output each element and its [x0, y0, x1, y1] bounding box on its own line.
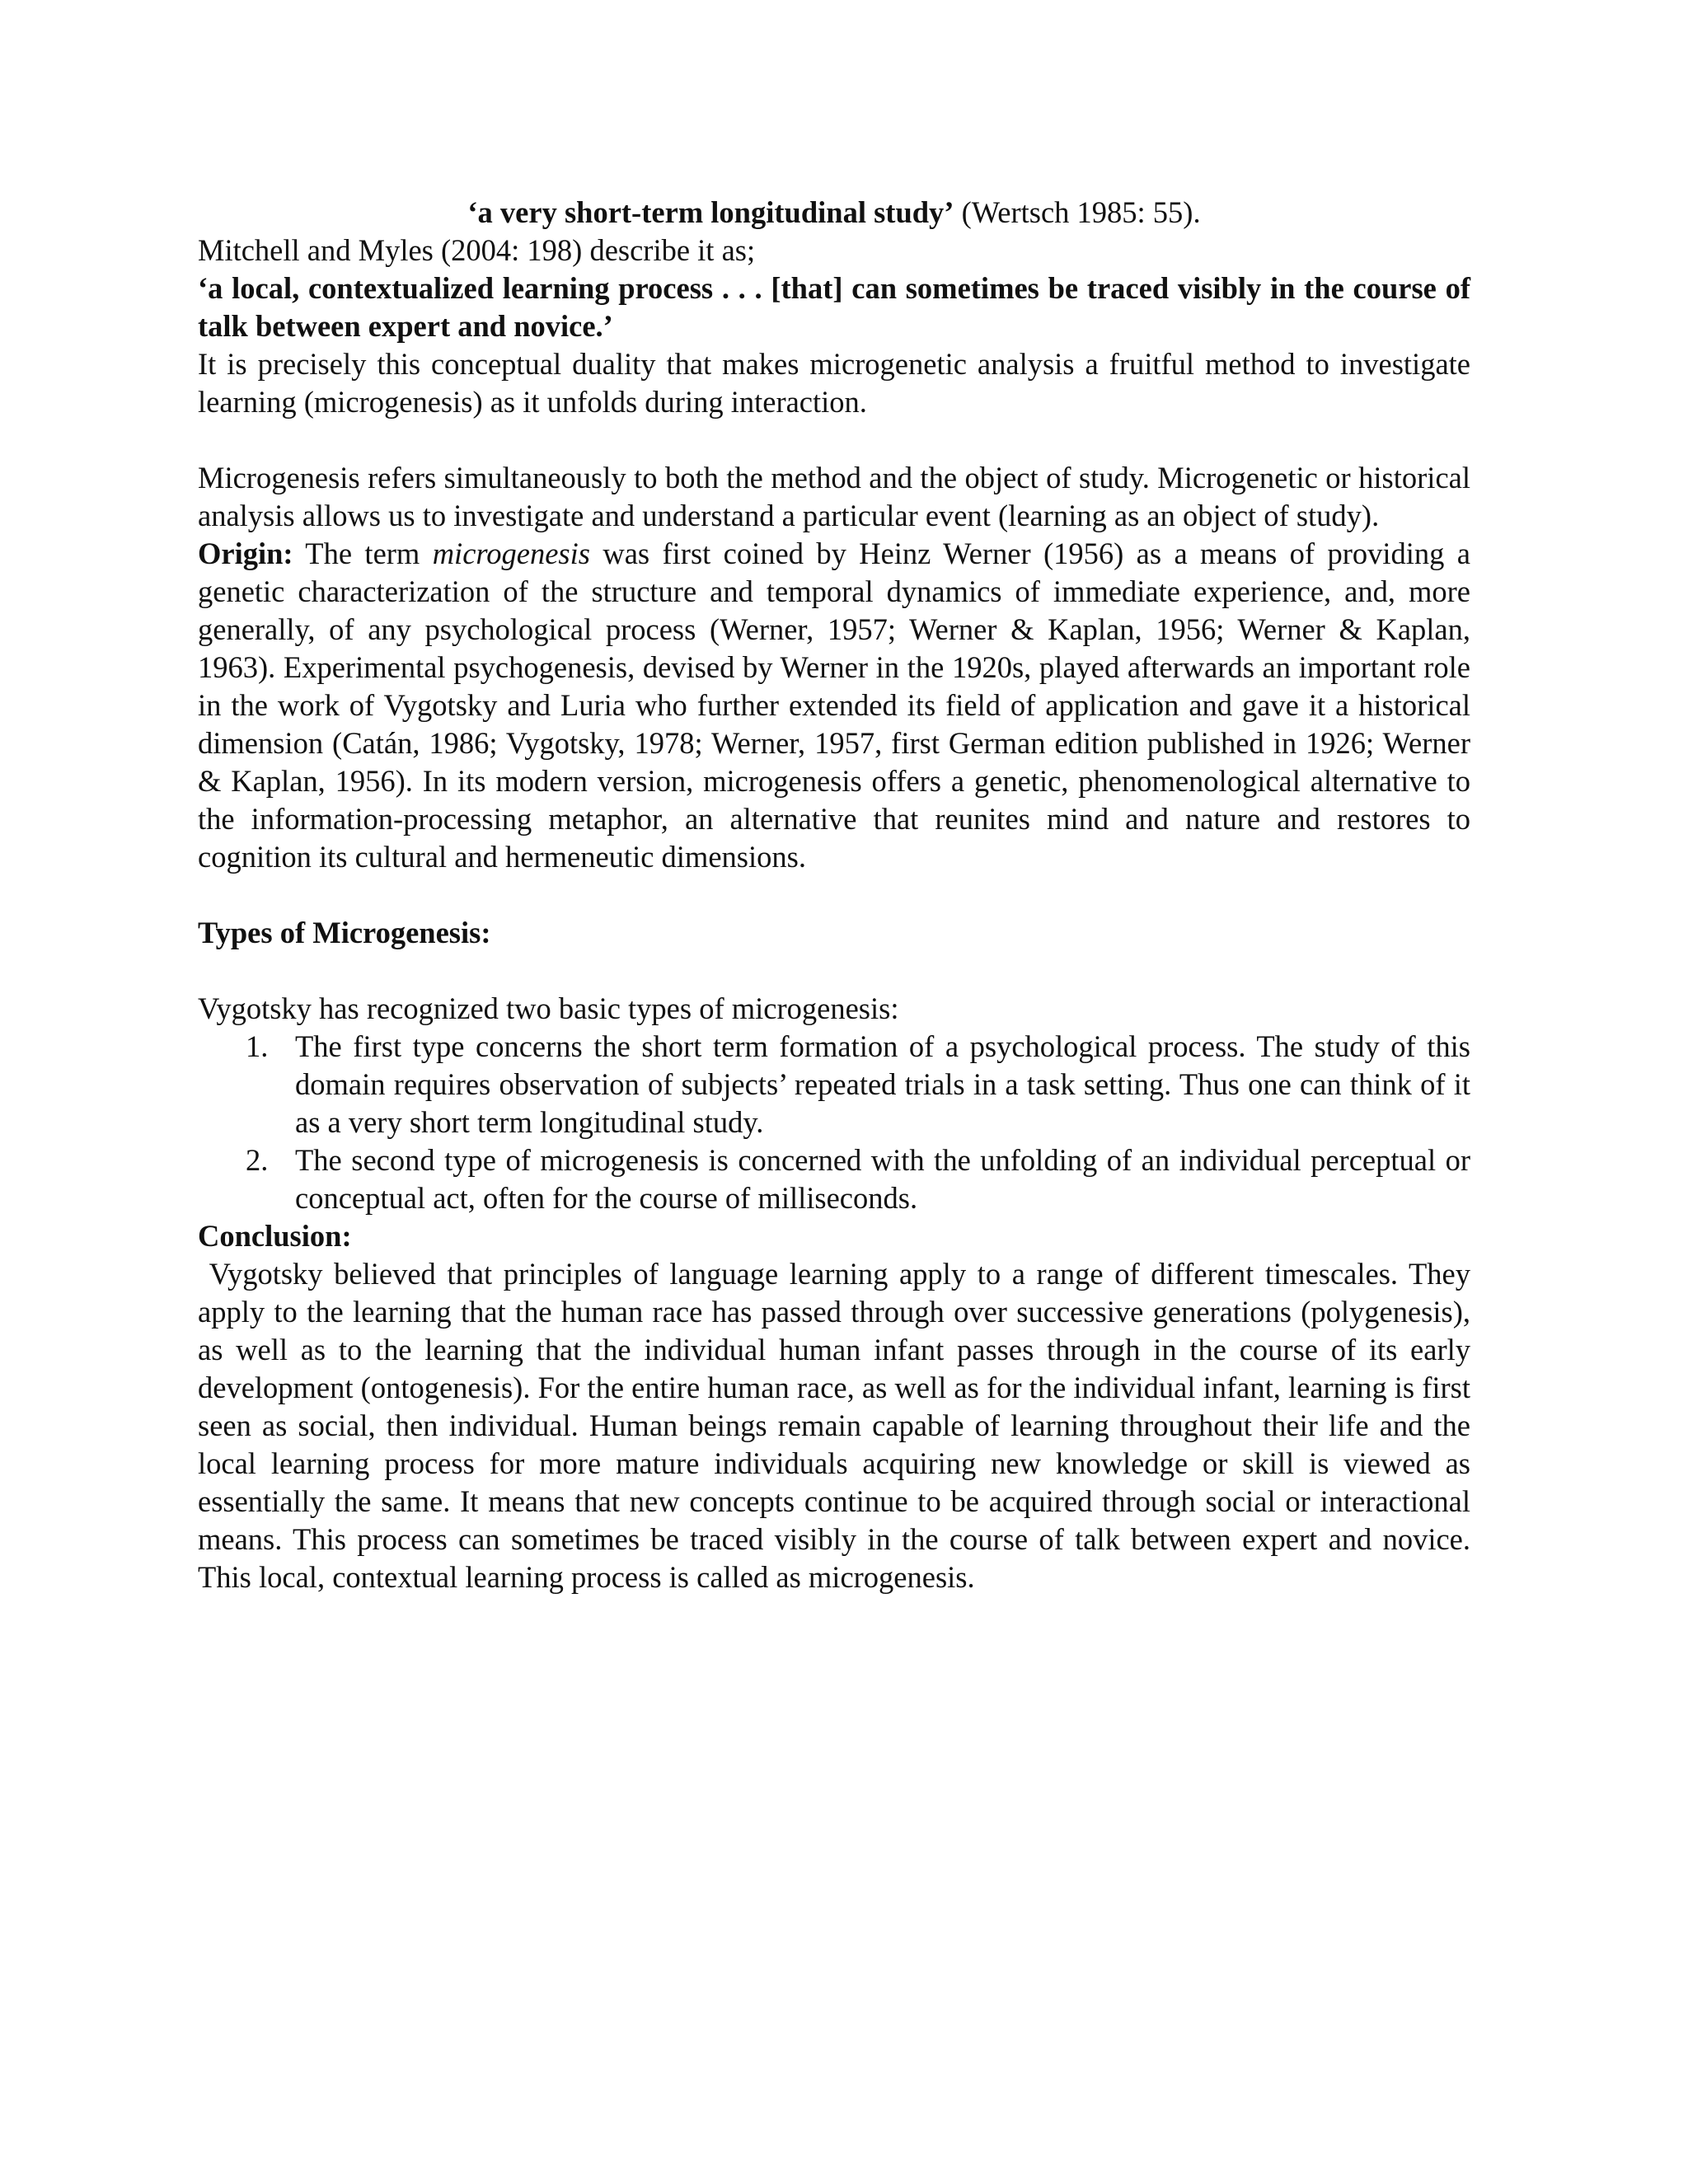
origin-text-pre: The term: [293, 537, 433, 570]
list-item-number: 2.: [246, 1143, 269, 1177]
list-item-number: 1.: [246, 1029, 269, 1063]
paragraph-gap: [198, 876, 1470, 914]
types-intro: Vygotsky has recognized two basic types of microgenesis:: [198, 991, 899, 1025]
wertsch-citation: (Wertsch 1985: 55).: [954, 195, 1201, 229]
conclusion-paragraph: Vygotsky believed that principles of language learning apply to a range of different timescales. They apply to the learning that the human race has passed through over successive generations (polygenesis), as well as to the learning that the individual human infant passes through in the course of its early development (ontogenesis). For the entire human race, as well as for the individual infant, learning is first seen as social, then individual. Human beings remain capable of learning throughout their life and the local learning process for more mature individuals acquiring new knowledge or skill is viewed as essentially the same. It means that new concepts continue to be acquired through social or interactional means. This process can sometimes be traced visibly in the course of talk between expert and novice. This local, contextual learning process is called as microgenesis.: [198, 1257, 1479, 1594]
conclusion-heading: Conclusion:: [198, 1219, 352, 1253]
duality-paragraph: It is precisely this conceptual duality that makes microgenetic analysis a fruitful method to investigate learning (microgenesis) as it unfolds during interaction.: [198, 347, 1470, 419]
list-item-text: The first type concerns the short term formation of a psychological process. The study of this domain requires observation of subjects’ repeated trials in a task setting. Thus one can think of it as a very short term longitudinal study.: [295, 1029, 1470, 1139]
types-heading: Types of Microgenesis:: [198, 916, 491, 949]
origin-text-post: was first coined by Heinz Werner (1956) as a means of providing a genetic characterization of the structure and temporal dynamics of immediate experience, and, more generally, of any psychological process (Werner, 1957; Werner & Kaplan, 1956; Werner & Kaplan, 1963). Experimental psychogenesis, devised by Werner in the 1920s, played afterwards an important role in the work of Vygotsky and Luria who further extended its field of application and gave it a historical dimension (Catán, 1986; Vygotsky, 1978; Werner, 1957, first German edition published in 1926; Werner & Kaplan, 1956). In its modern version, microgenesis offers a genetic, phenomenological alternative to the information-processing metaphor, an alternative that reunites mind and nature and restores to cognition its cultural and hermeneutic dimensions.: [198, 537, 1470, 874]
list-item: [198, 1028, 1470, 1141]
origin-label: Origin:: [198, 537, 293, 570]
paragraph-gap: [198, 952, 1470, 990]
paragraph-gap: [198, 421, 1470, 459]
mitchell-quote: ‘a local, contextualized learning process . . . [that] can sometimes be traced visibly in the course of talk between expert and novice.’: [198, 271, 1470, 343]
list-item: [198, 1141, 1470, 1217]
origin-term: microgenesis: [432, 537, 590, 570]
types-list: [198, 1028, 1470, 1217]
origin-paragraph: [198, 535, 1470, 876]
wertsch-quote: ‘a very short-term longitudinal study’: [467, 195, 954, 229]
wertsch-quote-line: [198, 194, 1470, 232]
list-item-text: The second type of microgenesis is concerned with the unfolding of an individual perceptual or conceptual act, often for the course of milliseconds.: [295, 1143, 1470, 1215]
document-page: [198, 194, 1479, 1596]
mitchell-intro: Mitchell and Myles (2004: 198) describe it as;: [198, 233, 756, 267]
method-paragraph: Microgenesis refers simultaneously to both the method and the object of study. Microgenetic or historical analysis allows us to investigate and understand a particular event (learning as an object of study).: [198, 461, 1470, 532]
